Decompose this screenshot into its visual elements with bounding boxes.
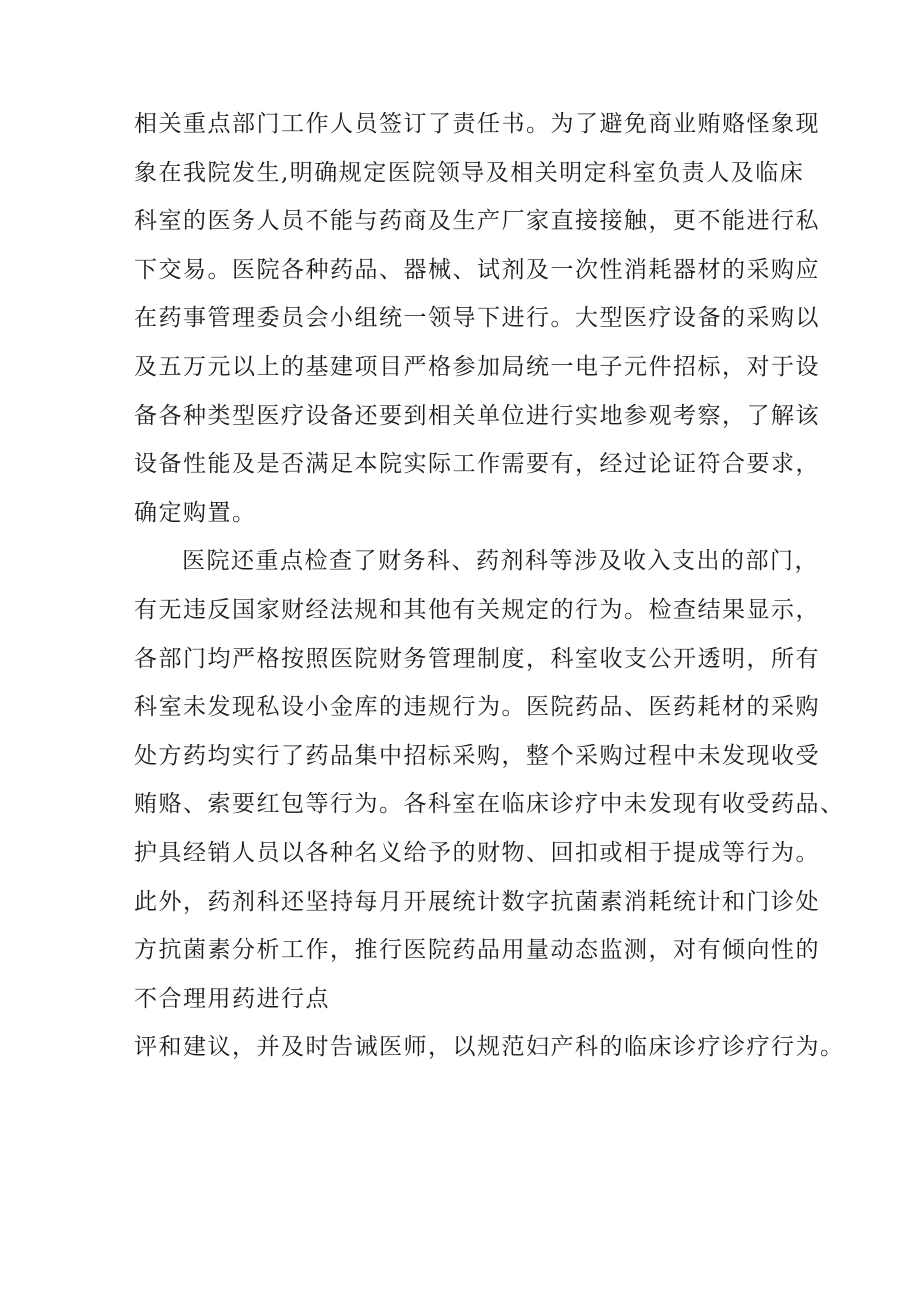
- text-line: 及五万元以上的基建项目严格参加局统一电子元件招标，对于设: [134, 353, 820, 380]
- text-line: 科室的医务人员不能与药商及生产厂家直接接触，更不能进行私: [134, 208, 820, 235]
- text-line: 下交易。医院各种药品、器械、试剂及一次性消耗器材的采购应: [134, 256, 820, 283]
- text-line: 在药事管理委员会小组统一领导下进行。大型医疗设备的采购以: [134, 305, 820, 332]
- text-line: 设备性能及是否满足本院实际工作需要有，经过论证符合要求，: [134, 451, 820, 478]
- body-text: [134, 100, 845, 1072]
- text-line: 备各种类型医疗设备还要到相关单位进行实地参观考察，了解该: [134, 402, 820, 429]
- text-line: 护具经销人员以各种名义给予的财物、回扣或相于提成等行为。: [134, 839, 820, 866]
- text-line: 贿赂、索要红包等行为。各科室在临床诊疗中未发现有收受药品、: [134, 791, 845, 818]
- text-line: 象在我院发生,明确规定医院领导及相关明定科室负责人及临床: [134, 159, 805, 186]
- text-line: 处方药均实行了药品集中招标采购，整个采购过程中未发现收受: [134, 742, 820, 769]
- text-line: 此外，药剂科还坚持每月开展统计数字抗菌素消耗统计和门诊处: [134, 888, 820, 915]
- text-line: 有无违反国家财经法规和其他有关规定的行为。检查结果显示，: [134, 596, 820, 623]
- text-line: 相关重点部门工作人员签订了责任书。为了避免商业贿赂怪象现: [134, 111, 820, 137]
- text-line: 不合理用药进行点: [134, 985, 330, 1012]
- text-line: 方抗菌素分析工作，推行医院药品用量动态监测，对有倾向性的: [134, 937, 820, 964]
- text-line: 评和建议，并及时告诫医师，以规范妇产科的临床诊疗诊疗行为。: [134, 1034, 845, 1061]
- text-line: 各部门均严格按照医院财务管理制度，科室收支公开透明，所有: [134, 645, 820, 672]
- paragraph-start-line: 医院还重点检查了财务科、药剂科等涉及收入支出的部门，: [182, 548, 819, 575]
- text-line: 科室未发现私设小金库的违规行为。医院药品、医药耗材的采购: [134, 694, 820, 721]
- text-line: 确定购置。: [134, 499, 257, 526]
